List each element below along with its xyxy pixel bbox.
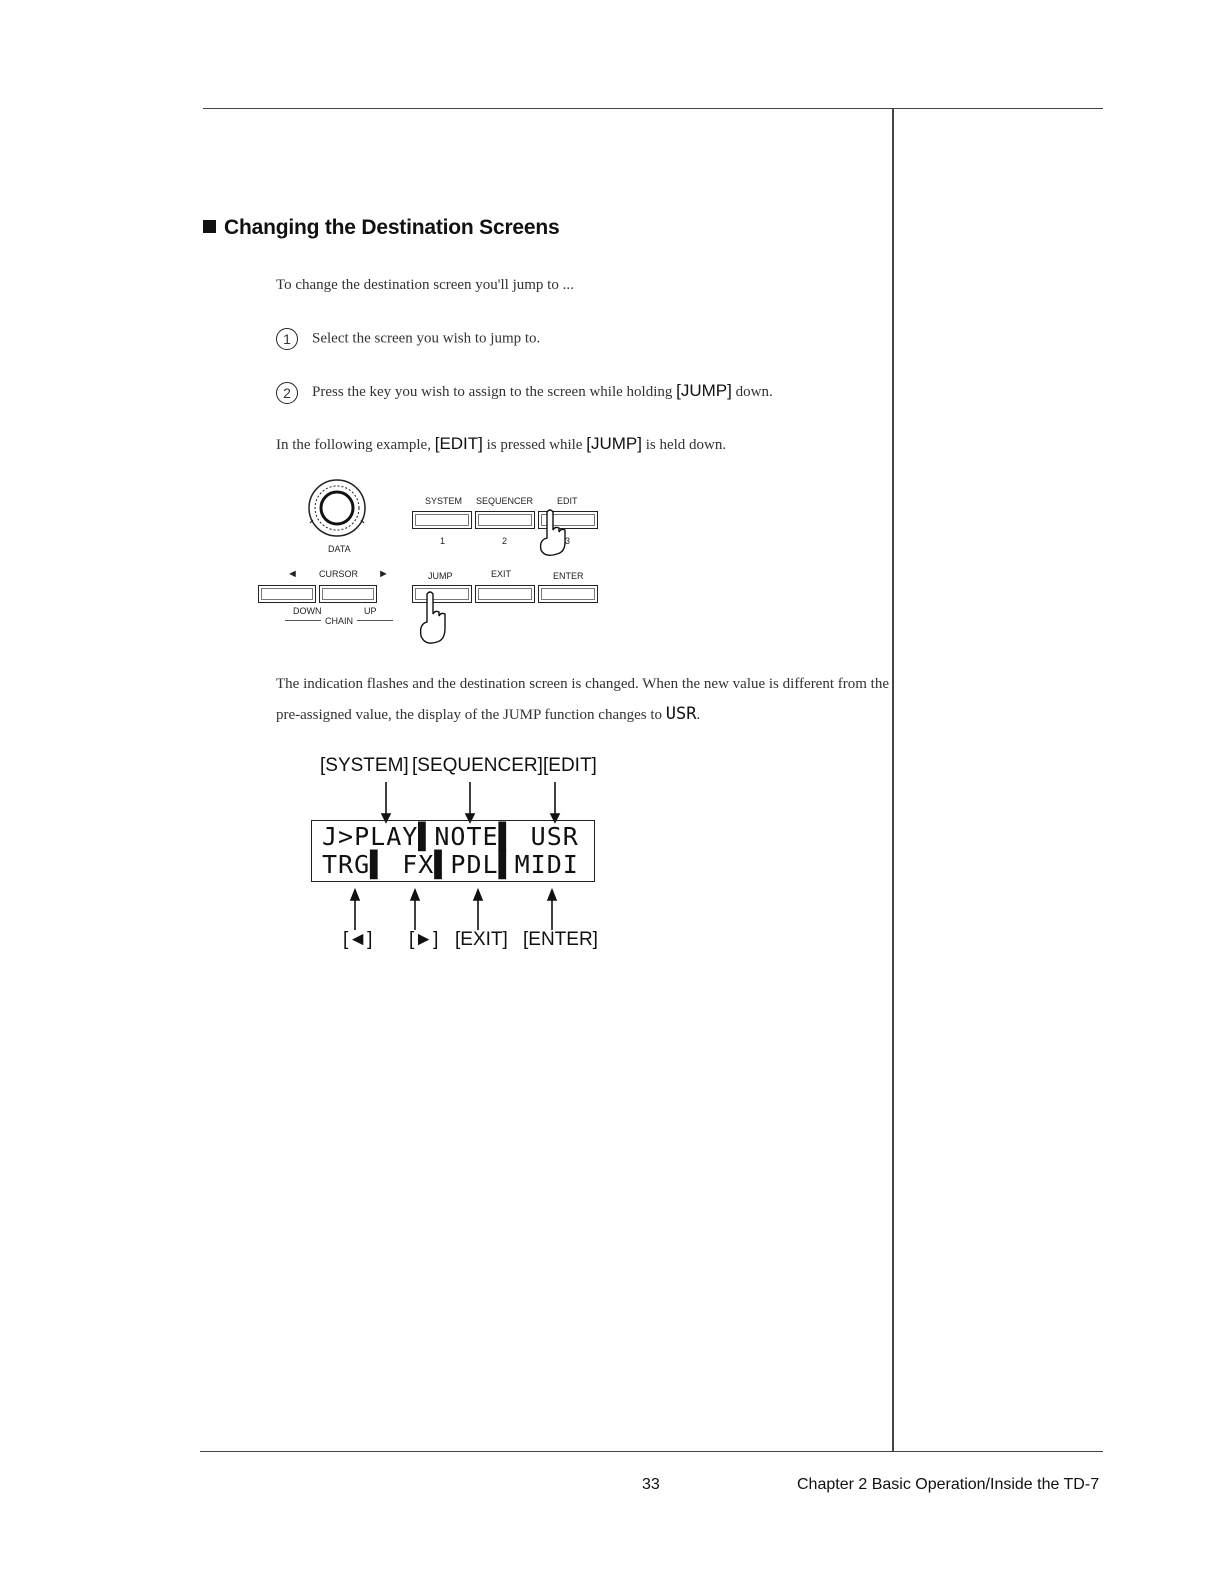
step-1-text: Select the screen you wish to jump to. [312, 330, 541, 347]
explanation-line-1: The indication flashes and the destination screen is changed. When the new value is different from the [276, 676, 889, 692]
exit-label: EXIT [491, 569, 512, 579]
lcd-label-edit: [EDIT] [543, 755, 597, 776]
system-button[interactable] [412, 511, 472, 529]
cursor-left-icon: ◄ [287, 568, 298, 580]
jump-key-label-2: [JUMP] [586, 434, 642, 453]
lcd-label-exit: [EXIT] [455, 929, 508, 950]
lcd-label-cursor-left: [◄] [343, 929, 373, 950]
arrow-up-enter-icon [548, 890, 556, 900]
cursor-up-button[interactable] [319, 585, 377, 603]
example-text: In the following example, [EDIT] is pressed while [JUMP] is held down. [276, 434, 727, 453]
system-label: SYSTEM [425, 496, 463, 506]
heading-bullet-icon [203, 220, 216, 233]
chain-rule-left [285, 620, 321, 621]
enter-button[interactable] [538, 585, 598, 603]
page-number: 33 [642, 1476, 660, 1493]
sequencer-label: SEQUENCER [476, 496, 534, 506]
chapter-title: Chapter 2 Basic Operation/Inside the TD-7 [797, 1476, 1100, 1493]
panel-illustration [255, 478, 615, 648]
number-3: 3 [565, 536, 571, 546]
exit-button[interactable] [475, 585, 535, 603]
holding-finger-icon [415, 590, 455, 646]
lcd-line-2: TRG▌ FX▌PDL▌MIDI [322, 850, 579, 879]
lcd-label-enter: [ENTER] [523, 929, 598, 950]
section-heading: Changing the Destination Screens [203, 216, 560, 240]
chain-rule-right [357, 620, 393, 621]
step-2-text-end: down. [735, 384, 773, 400]
step-2-number: 2 [276, 382, 298, 404]
intro-text: To change the destination screen you'll jump to ... [276, 277, 574, 293]
data-label: DATA [328, 544, 351, 554]
jump-label: JUMP [428, 571, 453, 581]
top-rule [203, 108, 1103, 109]
pressing-finger-icon [535, 508, 575, 558]
arrow-up-left-icon [351, 890, 359, 900]
chain-label: CHAIN [325, 616, 354, 626]
arrow-up-right-icon [411, 890, 419, 900]
lcd-label-cursor-right: [►] [409, 929, 439, 950]
sequencer-button[interactable] [475, 511, 535, 529]
jump-key-label: [JUMP] [676, 381, 732, 400]
up-label: UP [364, 606, 377, 616]
arrow-up-exit-icon [474, 890, 482, 900]
step-1 [276, 328, 540, 350]
step-2-text: Press the key you wish to assign to the screen while holding [312, 384, 673, 400]
down-label: DOWN [293, 606, 322, 616]
enter-label: ENTER [553, 571, 584, 581]
bottom-rule [200, 1451, 1103, 1452]
lcd-label-sequencer: [SEQUENCER] [412, 755, 543, 776]
explanation-line-2: pre-assigned value, the display of the JUMP function changes to USR. [276, 704, 701, 724]
margin-rule [892, 108, 894, 1452]
number-2: 2 [502, 536, 508, 546]
cursor-down-button[interactable] [258, 585, 316, 603]
usr-indicator: USR [665, 704, 697, 724]
cursor-right-icon: ► [378, 568, 389, 580]
cursor-label: CURSOR [319, 569, 359, 579]
edit-key-label: [EDIT] [434, 434, 483, 453]
edit-label: EDIT [557, 496, 578, 506]
lcd-display [311, 820, 595, 882]
number-1: 1 [440, 536, 446, 546]
lcd-label-system: [SYSTEM] [320, 755, 409, 776]
data-dial-icon [303, 478, 373, 540]
step-1-number: 1 [276, 328, 298, 350]
step-2 [276, 381, 773, 404]
lcd-line-1: J>PLAY▌NOTE▌ USR [322, 822, 579, 851]
